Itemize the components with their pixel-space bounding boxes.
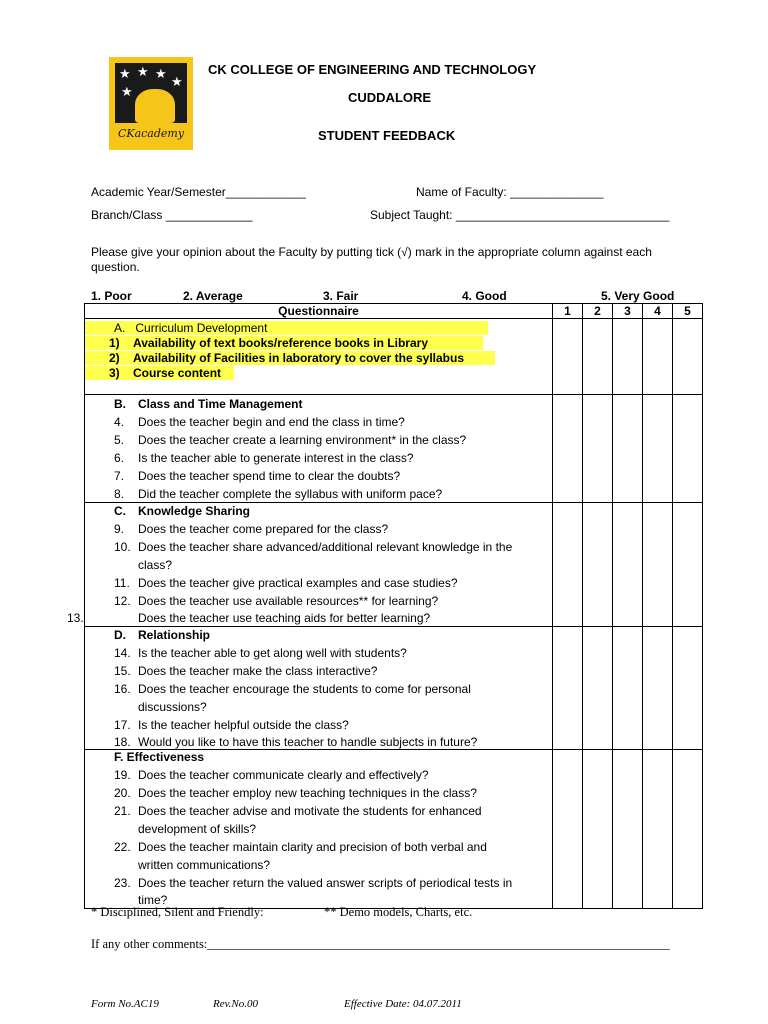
question-row: 3) Course content xyxy=(85,366,234,380)
academic-year-field[interactable]: Academic Year/Semester____________ xyxy=(91,185,306,199)
instructions-line-2: question. xyxy=(91,260,140,274)
question-text: discussions? xyxy=(138,700,207,714)
col-header-4: 4 xyxy=(643,304,673,319)
question-text: Is the teacher helpful outside the class? xyxy=(138,718,349,732)
col-header-5: 5 xyxy=(673,304,703,319)
question-text: Does the teacher spend time to clear the doubts? xyxy=(138,469,401,483)
section-heading: Knowledge Sharing xyxy=(138,504,251,518)
section-label: D. xyxy=(114,628,126,642)
question-text: Does the teacher create a learning environment* in the class? xyxy=(138,433,467,447)
college-city: CUDDALORE xyxy=(348,90,432,105)
question-number: 9. xyxy=(114,522,125,536)
effective-date: Effective Date: 04.07.2011 xyxy=(344,998,462,1010)
col-header-3: 3 xyxy=(613,304,643,319)
section-effectiveness xyxy=(85,750,553,909)
scale-poor: 1. Poor xyxy=(91,289,132,303)
rating-cell[interactable] xyxy=(673,395,703,503)
question-text: Does the teacher return the valued answer scripts of periodical tests in xyxy=(138,876,513,890)
section-relationship xyxy=(85,627,553,750)
comments-field[interactable]: If any other comments:__________________________________________________________________________ xyxy=(91,937,670,951)
instructions-line-1: Please give your opinion about the Faculty by putting tick (√) mark in the appropriate column against each xyxy=(91,245,652,259)
star-icon: ★ xyxy=(137,64,149,79)
question-text: Does the teacher give practical examples and case studies? xyxy=(138,576,458,590)
rating-cell[interactable] xyxy=(643,319,673,395)
section-class-time xyxy=(85,395,553,503)
section-label: C. xyxy=(114,504,126,518)
page-title: STUDENT FEEDBACK xyxy=(318,128,456,143)
star-icon: ★ xyxy=(119,66,131,81)
rating-cell[interactable] xyxy=(643,395,673,503)
rating-cell[interactable] xyxy=(583,627,613,750)
question-number: 19. xyxy=(114,768,131,782)
question-text: Does the teacher come prepared for the class? xyxy=(138,522,389,536)
scale-very-good: 5. Very Good xyxy=(601,289,675,303)
star-icon: ★ xyxy=(121,84,133,99)
question-text: Does the teacher make the class interactive? xyxy=(138,664,378,678)
rating-cell[interactable] xyxy=(613,319,643,395)
question-text: Would you like to have this teacher to handle subjects in future? xyxy=(138,735,478,749)
question-text: Does the teacher use teaching aids for better learning? xyxy=(138,611,431,625)
question-text: Does the teacher maintain clarity and precision of both verbal and xyxy=(138,840,487,854)
section-knowledge-sharing xyxy=(67,503,553,627)
question-number: 4. xyxy=(114,415,125,429)
question-number: 20. xyxy=(114,786,131,800)
star-icon: ★ xyxy=(155,66,167,81)
col-header-1: 1 xyxy=(553,304,583,319)
rating-cell[interactable] xyxy=(613,395,643,503)
graduate-figure-icon xyxy=(135,89,175,123)
questionnaire-table xyxy=(67,303,703,909)
college-logo xyxy=(109,57,193,150)
question-row: 2) Availability of Facilities in laboratory to cover the syllabus xyxy=(85,351,495,365)
col-header-2: 2 xyxy=(583,304,613,319)
question-text: class? xyxy=(138,558,173,572)
section-curriculum xyxy=(85,319,553,395)
question-number: 23. xyxy=(114,876,131,890)
question-number: 11. xyxy=(114,576,130,590)
question-text: time? xyxy=(138,893,168,907)
question-number: 10. xyxy=(114,540,131,554)
question-text: Does the teacher communicate clearly and effectively? xyxy=(138,768,429,782)
rating-cell[interactable] xyxy=(613,503,643,627)
rating-cell[interactable] xyxy=(553,395,583,503)
subject-field[interactable]: Subject Taught: ________________________________ xyxy=(370,208,670,222)
rating-cell[interactable] xyxy=(673,319,703,395)
question-text: Does the teacher advise and motivate the students for enhanced xyxy=(138,804,482,818)
rating-cell[interactable] xyxy=(613,750,643,909)
question-number: 14. xyxy=(114,646,131,660)
question-number: 6. xyxy=(114,451,125,465)
rating-cell[interactable] xyxy=(553,627,583,750)
question-text: Is the teacher able to get along well with students? xyxy=(138,646,407,660)
rating-cell[interactable] xyxy=(553,319,583,395)
question-number: 21. xyxy=(114,804,131,818)
question-number: 13. xyxy=(67,611,84,625)
question-text: written communications? xyxy=(138,858,271,872)
scale-average: 2. Average xyxy=(183,289,243,303)
section-heading: A. Curriculum Development xyxy=(85,321,488,335)
section-heading: F. Effectiveness xyxy=(114,750,205,764)
faculty-name-field[interactable]: Name of Faculty: ______________ xyxy=(416,185,604,199)
rating-cell[interactable] xyxy=(583,503,613,627)
rating-cell[interactable] xyxy=(643,503,673,627)
star-icon: ★ xyxy=(171,74,183,89)
rating-cell[interactable] xyxy=(583,319,613,395)
logo-text: CKacademy xyxy=(117,127,185,140)
rating-cell[interactable] xyxy=(643,750,673,909)
question-text: Does the teacher use available resources** for learning? xyxy=(138,594,439,608)
branch-class-field[interactable]: Branch/Class _____________ xyxy=(91,208,253,222)
question-text: Does the teacher employ new teaching techniques in the class? xyxy=(138,786,477,800)
question-number: 22. xyxy=(114,840,131,854)
section-heading: Relationship xyxy=(138,628,211,642)
rating-cell[interactable] xyxy=(583,395,613,503)
question-text: Does the teacher share advanced/additional relevant knowledge in the xyxy=(138,540,513,554)
question-text: Did the teacher complete the syllabus with uniform pace? xyxy=(138,487,443,501)
note-disciplined: * Disciplined, Silent and Friendly: xyxy=(91,905,264,919)
rating-cell[interactable] xyxy=(553,750,583,909)
question-text: development of skills? xyxy=(138,822,257,836)
rating-cell[interactable] xyxy=(673,503,703,627)
question-row: 1) Availability of text books/reference books in Library xyxy=(85,336,483,350)
question-text: Does the teacher begin and end the class in time? xyxy=(138,415,405,429)
section-label: B. xyxy=(114,397,126,411)
scale-good: 4. Good xyxy=(462,289,507,303)
question-number: 12. xyxy=(114,594,131,608)
question-number: 17. xyxy=(114,718,131,732)
question-number: 16. xyxy=(114,682,131,696)
questionnaire-header: Questionnaire xyxy=(85,304,553,319)
rating-cell[interactable] xyxy=(613,627,643,750)
form-number: Form No.AC19 xyxy=(91,998,159,1010)
revision-number: Rev.No.00 xyxy=(213,998,259,1010)
question-number: 8. xyxy=(114,487,125,501)
question-number: 18. xyxy=(114,735,131,749)
note-demo-models: ** Demo models, Charts, etc. xyxy=(324,905,473,919)
rating-cell[interactable] xyxy=(673,627,703,750)
question-text: Does the teacher encourage the students to come for personal xyxy=(138,682,471,696)
question-number: 7. xyxy=(114,469,125,483)
rating-cell[interactable] xyxy=(673,750,703,909)
rating-cell[interactable] xyxy=(553,503,583,627)
rating-cell[interactable] xyxy=(643,627,673,750)
question-number: 15. xyxy=(114,664,131,678)
college-name: CK COLLEGE OF ENGINEERING AND TECHNOLOGY xyxy=(208,62,537,77)
question-number: 5. xyxy=(114,433,125,447)
section-heading: Class and Time Management xyxy=(138,397,303,411)
question-text: Is the teacher able to generate interest in the class? xyxy=(138,451,414,465)
rating-cell[interactable] xyxy=(583,750,613,909)
scale-fair: 3. Fair xyxy=(323,289,359,303)
